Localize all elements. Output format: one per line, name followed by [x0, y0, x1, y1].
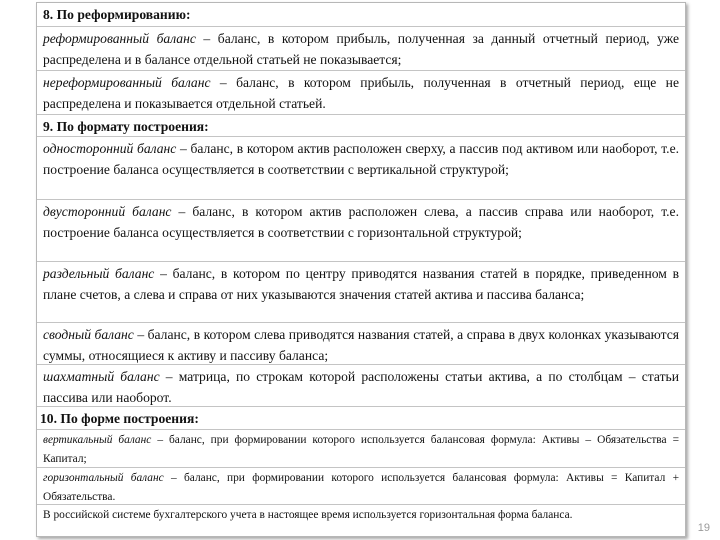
- heading-format: [37, 115, 685, 137]
- heading-reform: [37, 3, 685, 27]
- heading-text: 8. По реформированию:: [43, 7, 191, 22]
- item-two-sided-balance: [37, 200, 685, 262]
- note-text: В российской системе бухгалтерского учета в настоящее время используется горизонтальная форма баланса.: [43, 509, 573, 521]
- term: нереформированный баланс: [43, 75, 211, 90]
- term: раздельный баланс: [43, 266, 155, 281]
- term: реформированный баланс: [43, 31, 196, 46]
- item-vertical-balance: [37, 430, 685, 468]
- definition: – баланс, в котором актив расположен сверху, а пассив под активом или наоборот, т.е. построение баланса осуществляется в соответствии с вертикальной структурой;: [43, 141, 680, 177]
- definition: – баланс, в котором прибыль, полученная в отчетный период, еще не распределена и показывается отдельной статьей.: [43, 75, 679, 111]
- definition: – баланс, в котором слева приводятся названия статей, а справа в двух колонках указываются суммы, относящиеся к активу и пассиву баланса;: [43, 327, 680, 363]
- heading-text: 10. По форме построения:: [40, 411, 199, 426]
- page-number: 19: [697, 522, 710, 534]
- item-consolidated-balance: [37, 323, 685, 365]
- term: двусторонний баланс: [43, 204, 172, 219]
- term: односторонний баланс: [43, 141, 177, 156]
- slide-content-table: [36, 2, 686, 537]
- definition: – баланс, при формировании которого используется балансовая формула: Активы – Обязательства = Капитал;: [43, 434, 679, 465]
- heading-form: [37, 407, 685, 430]
- definition: – баланс, при формировании которого используется балансовая формула: Активы = Капитал + Обязательства.: [43, 472, 679, 503]
- item-one-sided-balance: [37, 137, 685, 200]
- item-unreformed-balance: [37, 71, 685, 115]
- term: сводный баланс: [43, 327, 134, 342]
- item-reformed-balance: [37, 27, 685, 71]
- heading-text: 9. По формату построения:: [43, 119, 209, 134]
- definition: – матрица, по строкам которой расположены статьи актива, а по столбцам – статьи пассива или наоборот.: [43, 369, 679, 405]
- term: шахматный баланс: [43, 369, 160, 384]
- definition: – баланс, в котором по центру приводятся названия статей в порядке, приведенном в плане счетов, а слева и справа от них указываются значения статей актива и пассива баланса;: [43, 266, 679, 302]
- definition: – баланс, в котором актив расположен слева, а пассив справа или наоборот, т.е. построение баланса осуществляется в соответствии с горизонтальной структурой;: [43, 204, 679, 240]
- note-russian-system: [37, 505, 685, 538]
- item-chess-balance: [37, 365, 685, 407]
- item-horizontal-balance: [37, 468, 685, 505]
- definition: – баланс, в котором прибыль, полученная за данный отчетный период, уже распределена и в балансе отдельной статьей не показывается;: [43, 31, 679, 67]
- term: горизонтальный баланс: [43, 472, 164, 484]
- item-separate-balance: [37, 262, 685, 323]
- term: вертикальный баланс: [43, 434, 152, 446]
